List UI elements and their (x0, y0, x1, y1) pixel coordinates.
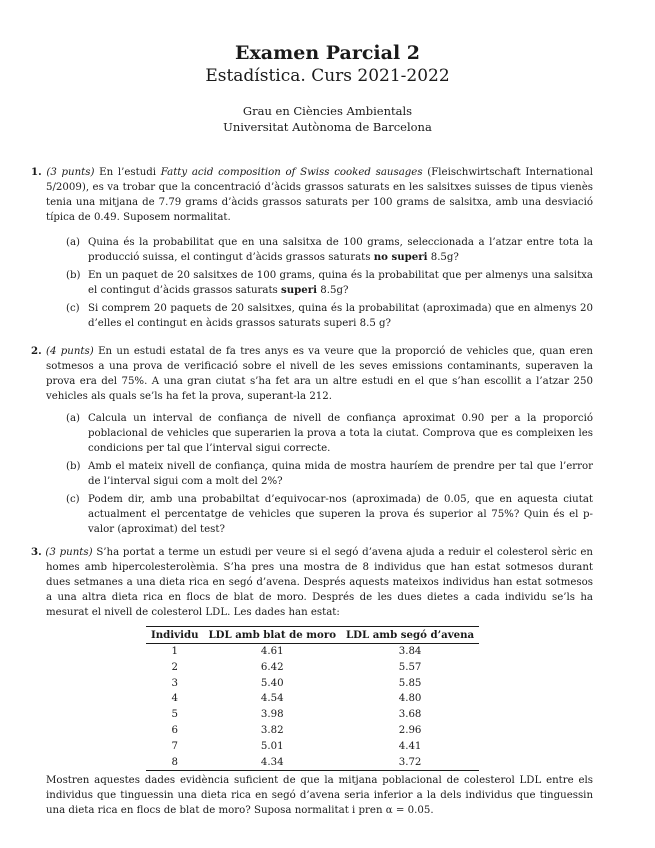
question-3 (31, 545, 593, 620)
item-text-end: 8.5g? (427, 252, 459, 263)
table-row (146, 676, 479, 692)
table-cell: 5.01 (260, 740, 284, 752)
exam-subtitle: Estadística. Curs 2021-2022 (205, 66, 450, 86)
table-row (146, 739, 479, 755)
question-2 (31, 344, 593, 404)
table-cell: 5.40 (260, 677, 284, 689)
table-cell: 3.84 (398, 646, 422, 657)
item-text: Podem dir, amb una probabiltat d’equivocar-nos (aproximada) de 0.05, que en aquesta ciutat actualment el percentatge de vehicles que superen la prova és superior al 75%? Quin és el p-valor (aproximat) del test? (88, 494, 593, 535)
table-row (146, 644, 479, 660)
column-header: LDL amb segó d’avena (341, 627, 479, 644)
table-row (146, 723, 479, 739)
question-2-number: 2. (31, 345, 42, 357)
table-cell: 2 (171, 661, 178, 673)
table-cell: 6 (171, 724, 178, 736)
question-1c (66, 301, 593, 331)
table-cell: 7 (171, 740, 178, 752)
question-3-text: S’ha portat a terme un estudi per veure si el segó d’avena ajuda a reduir el colesterol sèric en homes amb hipercolesterolèmia. S’ha pres una mostra de 8 individus que han estat sotmesos durant dues setmanes a una dieta rica en segó d’avena. Després aquests mateixos individus han estat sotmesos a una altra dieta rica en flocs de blat de moro. Després de les dues dietes a cada individu se’ls ha mesurat el nivell de colesterol LDL. Les dades han estat: (46, 547, 593, 618)
question-3-points: (3 punts) (45, 547, 93, 558)
table-cell: 5.57 (398, 661, 422, 673)
question-2b (66, 459, 593, 489)
table-row (146, 755, 479, 771)
ldl-data-table (146, 626, 479, 771)
item-text: Calcula un interval de confiança de nivell de confiança aproximat 0.90 per a la proporció poblacional de vehicles que superarien la prova a tota la ciutat. Comprova que es compleixen les condicions per tal que l’interval sigui correcte. (88, 413, 593, 454)
item-text: Amb el mateix nivell de confiança, quina mida de mostra hauríem de prendre per tal que l’error de l’interval sigui com a molt del 2%? (88, 461, 593, 487)
table-row (146, 691, 479, 707)
table-cell: 2.96 (398, 724, 422, 736)
table-cell: 8 (146, 755, 204, 771)
source-title: Fatty acid composition of Swiss cooked sausages (160, 167, 423, 178)
item-label: (a) (66, 237, 81, 248)
question-2a (66, 411, 593, 456)
table-cell: 5.85 (398, 677, 422, 689)
question-1 (31, 165, 593, 225)
item-label: (c) (66, 303, 80, 314)
table-header-row (146, 627, 479, 644)
question-1-items (66, 235, 593, 334)
item-label: (a) (66, 413, 81, 424)
item-label: (b) (66, 461, 81, 472)
question-2-items (66, 411, 593, 540)
question-3-closing (46, 773, 593, 818)
table-cell: 4.54 (260, 693, 284, 705)
question-1-text-a: En l’estudi (94, 167, 161, 178)
column-header: LDL amb blat de moro (204, 627, 342, 644)
item-text: Si comprem 20 paquets de 20 salsitxes, quina és la probabilitat (aproximada) que en almenys 20 d’elles el contingut en àcids grassos saturats superi 8.5 g? (88, 303, 593, 329)
item-text: Quina és la probabilitat que en una salsitxa de 100 grams, seleccionada a l’atzar entre tota la producció suissa, el contingut d’àcids grassos saturats (88, 237, 593, 263)
item-emphasis: superi (281, 284, 318, 296)
table-cell: 1 (171, 646, 178, 657)
item-emphasis: no superi (373, 251, 428, 263)
column-header: Individu (146, 627, 204, 644)
university-name: Universitat Autònoma de Barcelona (223, 120, 432, 134)
table-cell: 4 (171, 693, 178, 705)
question-1b (66, 268, 593, 298)
question-2c (66, 492, 593, 537)
table-cell: 3.72 (341, 755, 479, 771)
table-cell: 3.82 (260, 724, 284, 736)
item-label: (b) (66, 270, 81, 281)
question-1-points: (3 punts) (46, 167, 95, 178)
question-1a (66, 235, 593, 265)
table-cell: 3 (171, 677, 178, 689)
question-1-number: 1. (31, 166, 42, 178)
table-row (146, 707, 479, 723)
table-cell: 5 (171, 709, 178, 721)
table-cell: 3.68 (398, 709, 422, 721)
question-2-text: En un estudi estatal de fa tres anys es va veure que la proporció de vehicles que, quan eren sotmesos a una prova de verificació sobre el nivell de les seves emissions contaminants, superaven la prova era del 75%. A una gran ciutat s’ha fet ara un altre estudi en el que s’han escollit a l’atzar 250 vehicles als quals se’ls ha fet la prova, superant-la 212. (46, 346, 593, 402)
table-cell: 4.34 (204, 755, 342, 771)
question-2-points: (4 punts) (45, 346, 94, 357)
table-cell: 3.98 (260, 709, 284, 721)
item-text: En un paquet de 20 salsitxes de 100 grams, quina és la probabilitat que per almenys una salsitxa el contingut d’àcids grassos saturats (88, 270, 593, 296)
table-cell: 4.80 (398, 693, 422, 705)
item-text-end: 8.5g? (317, 285, 349, 296)
table-cell: 4.41 (398, 740, 422, 752)
table-cell: 6.42 (260, 661, 284, 673)
table-cell: 4.61 (260, 646, 284, 657)
question-1-text-b: (Fleischwirtschaft International 5/2009), es va trobar que la concentració d’àcids grassos saturats en les salsitxes suisses de tipus vienès tenia una mitjana de 7.79 grams d’àcids grassos saturats per 100 grams de salsitxa, amb una desviació típica de 0.49. Suposem normalitat. (46, 167, 593, 223)
table-row (146, 660, 479, 676)
degree-name: Grau en Ciències Ambientals (242, 104, 413, 118)
item-label: (c) (66, 494, 80, 505)
question-3-number: 3. (31, 546, 42, 558)
exam-title: Examen Parcial 2 (235, 42, 420, 64)
question-3-closing-text: Mostren aquestes dades evidència suficient de que la mitjana poblacional de colesterol LDL entre els individus que tinguessin una dieta rica en segó d’avena seria inferior a la dels individus que tinguessin una dieta rica en flocs de blat de moro? Suposa normalitat i pren α = 0.05. (46, 775, 593, 816)
